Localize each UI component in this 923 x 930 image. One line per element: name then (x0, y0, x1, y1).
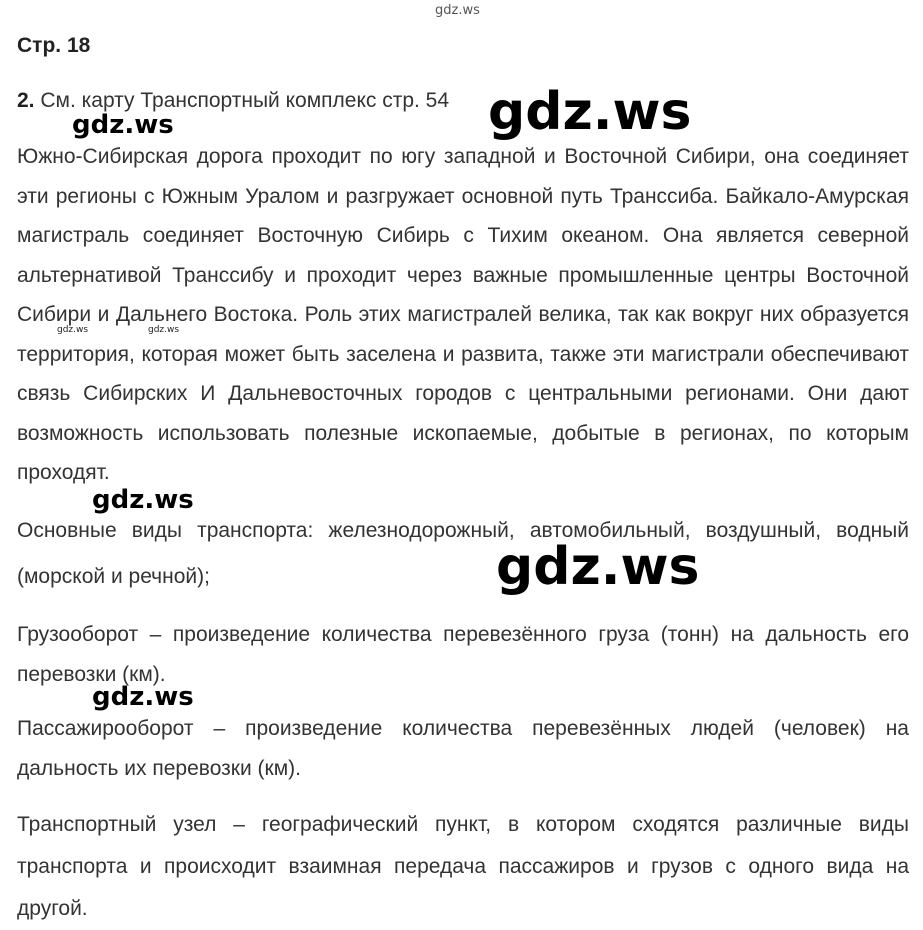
watermark-large-1: gdz.ws (488, 82, 692, 142)
paragraph-passenger-turnover: Пассажирооборот – произведение количества перевезённых людей (человек) на дальность их перевозки (км). (17, 717, 909, 780)
paragraph-freight-turnover: Грузооборот – произведение количества перевезённого груза (тонн) на дальность его перевозки (км). (17, 623, 909, 686)
watermark-small-1: gdz.ws (57, 325, 89, 335)
paragraph-transport-hub: Транспортный узел – географический пункт, в котором сходятся различные виды транспорта и происходит взаимная передача пассажиров и грузов с одного вида на другой. (17, 813, 909, 920)
task-text: См. карту Транспортный комплекс стр. 54 (40, 89, 450, 112)
paragraph-transport-types: Основные виды транспорта: железнодорожный, автомобильный, воздушный, водный (морской и речной); (17, 519, 909, 588)
paragraph-railways: Южно-Сибирская дорога проходит по югу западной и Восточной Сибири, она соединяет эти регионы с Южным Уралом и разгружает основной путь Транссиба. Байкало-Амурская магистраль соединяет Восточную Сибирь с Тихим океаном. Она является северной альтернативой Транссибу и проходит через важные промышленные центры Восточной Сибири и Дальнего Востока. Роль этих магистралей велика, так как вокруг них образуется территория, которая может быть заселена и развита, также эти магистрали обеспечивают связь Сибирских И Дальневосточных городов с центральными регионами. Они дают возможность использовать полезные ископаемые, добытые в регионах, по которым проходят. (17, 145, 909, 484)
watermark-medium-3: gdz.ws (92, 682, 194, 712)
watermark-top: gdz.ws (435, 3, 480, 18)
watermark-medium-2: gdz.ws (92, 485, 194, 515)
watermark-small-2: gdz.ws (148, 325, 180, 335)
page-heading: Стр. 18 (17, 34, 91, 57)
watermark-large-2: gdz.ws (496, 537, 700, 597)
watermark-medium-1: gdz.ws (72, 110, 174, 140)
task-number: 2. (17, 89, 35, 112)
